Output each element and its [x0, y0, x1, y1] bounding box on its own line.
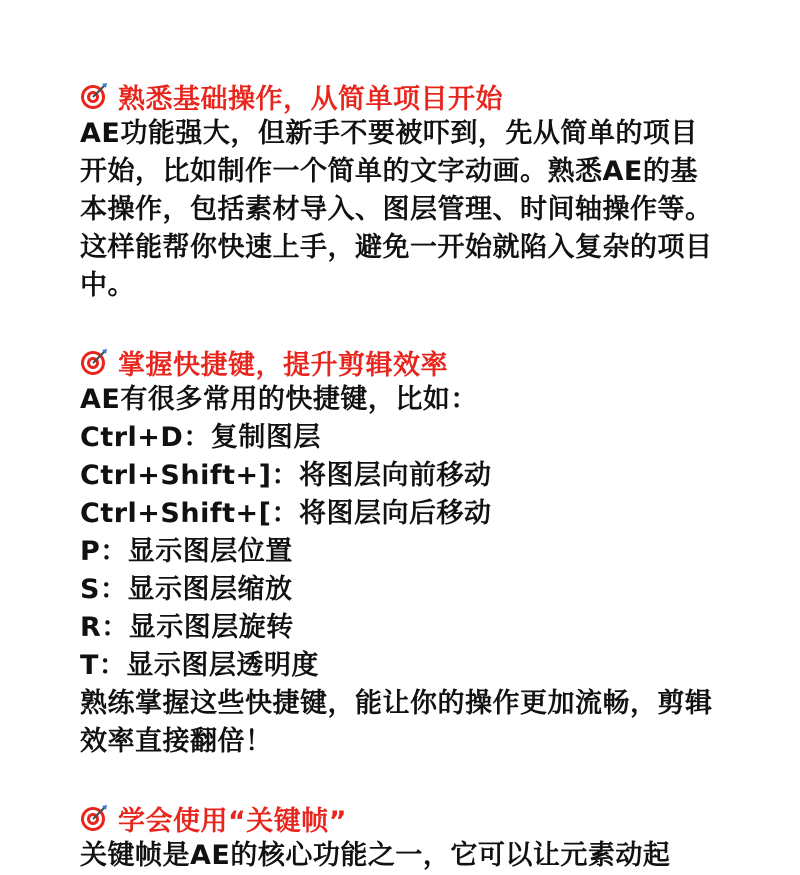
text-line: AE功能强大，但新手不要被吓到，先从简单的项目 [80, 118, 698, 149]
text-line: 本操作，包括素材导入、图层管理、时间轴操作等。 [80, 194, 713, 225]
section-basics [80, 77, 740, 305]
shortcut-line: P：显示图层位置 [80, 536, 293, 567]
heading-text: 学会使用“关键帧” [118, 805, 347, 837]
shortcut-line: Ctrl+D：复制图层 [80, 422, 321, 453]
section-body [80, 381, 740, 761]
section-heading [80, 343, 740, 381]
shortcut-line: Ctrl+Shift+]：将图层向前移动 [80, 460, 492, 491]
target-icon [80, 82, 108, 110]
text-line: 熟练掌握这些快捷键，能让你的操作更加流畅，剪辑 [80, 688, 713, 719]
target-icon [80, 348, 108, 376]
shortcut-line: Ctrl+Shift+[：将图层向后移动 [80, 498, 492, 529]
shortcut-line: T：显示图层透明度 [80, 650, 319, 681]
text-line: 这样能帮你快速上手，避免一开始就陷入复杂的项目 [80, 232, 713, 263]
shortcut-line: S：显示图层缩放 [80, 574, 293, 605]
section-shortcuts [80, 343, 740, 761]
text-line: 关键帧是AE的核心功能之一，它可以让元素动起 [80, 840, 671, 871]
section-keyframes [80, 799, 740, 875]
target-icon [80, 804, 108, 832]
text-line: 效率直接翻倍！ [80, 726, 273, 757]
shortcut-line: R：显示图层旋转 [80, 612, 294, 643]
text-line: AE有很多常用的快捷键，比如： [80, 384, 478, 415]
section-body [80, 115, 740, 305]
heading-text: 熟悉基础操作，从简单项目开始 [118, 83, 503, 115]
text-line: 开始，比如制作一个简单的文字动画。熟悉AE的基 [80, 156, 698, 187]
section-body [80, 837, 740, 875]
section-heading [80, 77, 740, 115]
text-line: 中。 [80, 270, 135, 301]
heading-text: 掌握快捷键，提升剪辑效率 [118, 349, 448, 381]
section-heading [80, 799, 740, 837]
